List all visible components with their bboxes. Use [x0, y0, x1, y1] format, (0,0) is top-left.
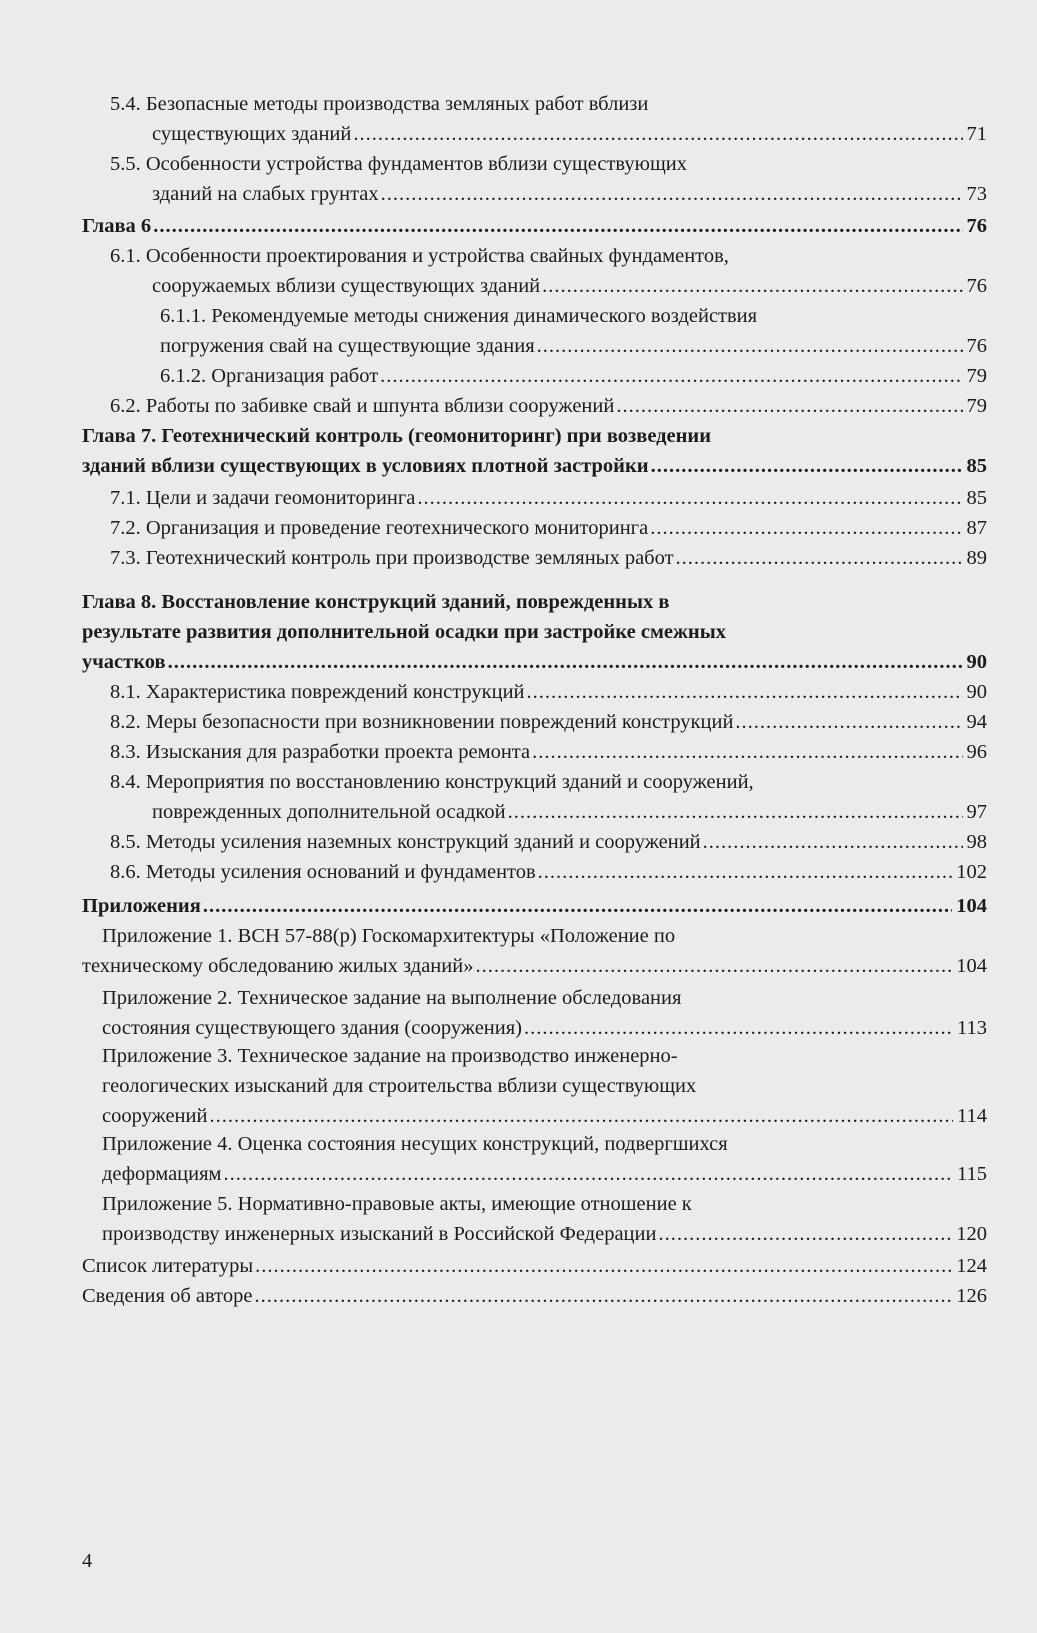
- dot-leader: [532, 736, 962, 768]
- toc-entry: [152, 178, 987, 210]
- page-number: 4: [82, 1550, 93, 1572]
- toc-entry: [160, 330, 987, 362]
- dot-leader: [676, 542, 963, 574]
- toc-entry: [82, 450, 987, 482]
- toc-entry-title: сооружаемых вблизи существующих зданий: [152, 275, 541, 297]
- toc-entry-title: 8.6. Методы усиления оснований и фундаментов: [110, 861, 536, 883]
- dot-leader: [475, 950, 952, 982]
- toc-entry-line: геологических изысканий для строительства вблизи существующих: [102, 1075, 697, 1097]
- toc-entry-line: Приложение 3. Техническое задание на производство инженерно-: [102, 1045, 678, 1067]
- toc-entry-line: результате развития дополнительной осадки при застройке смежных: [82, 621, 726, 643]
- toc-page-number: 73: [966, 183, 987, 205]
- toc-entry-line: 5.5. Особенности устройства фундаментов вблизи существующих: [110, 153, 687, 175]
- toc-entry: [110, 736, 987, 768]
- toc-entry-title: зданий на слабых грунтах: [152, 183, 379, 205]
- toc-entry-title: поврежденных дополнительной осадкой: [152, 801, 506, 823]
- toc-page-number: 79: [966, 395, 987, 417]
- toc-entry: [110, 676, 987, 708]
- toc-entry-line: 6.1. Особенности проектирования и устройства свайных фундаментов,: [110, 245, 729, 267]
- dot-leader: [616, 390, 962, 422]
- toc-page-number: 87: [966, 517, 987, 539]
- dot-leader: [353, 118, 962, 150]
- dot-leader: [203, 890, 952, 922]
- toc-entry: [82, 950, 987, 982]
- toc-entry-title: 7.2. Организация и проведение геотехнического мониторинга: [110, 517, 649, 539]
- toc-page-number: 124: [956, 1255, 987, 1277]
- toc-entry: [82, 1250, 987, 1282]
- toc-entry: [152, 270, 987, 302]
- toc-entry: [82, 890, 987, 922]
- toc-entry: [82, 210, 987, 242]
- toc-entry-title: 8.1. Характеристика повреждений конструкций: [110, 681, 525, 703]
- toc-entry-title: Список литературы: [82, 1255, 254, 1277]
- toc-entry-title: погружения свай на существующие здания: [160, 335, 535, 357]
- toc-page-number: 126: [956, 1285, 987, 1307]
- toc-entry: [110, 706, 987, 738]
- dot-leader: [703, 826, 963, 858]
- toc-entry: [110, 482, 987, 514]
- toc-entry-line: 6.1.1. Рекомендуемые методы снижения динамического воздействия: [160, 305, 758, 327]
- dot-leader: [527, 676, 963, 708]
- toc-entry: [152, 796, 987, 828]
- toc-entry-title: 6.1.2. Организация работ: [160, 365, 379, 387]
- dot-leader: [224, 1158, 953, 1190]
- toc-entry: [82, 1280, 987, 1312]
- toc-page-number: 76: [966, 215, 987, 237]
- toc-entry-line: Приложение 5. Нормативно-правовые акты, имеющие отношение к: [102, 1193, 692, 1215]
- toc-entry-title: существующих зданий: [152, 123, 352, 145]
- toc-page-number: 85: [966, 455, 987, 477]
- toc-entry: [110, 390, 987, 422]
- dot-leader: [417, 482, 962, 514]
- toc-entry-title: состояния существующего здания (сооружения): [102, 1017, 522, 1039]
- toc-entry-title: участков: [82, 651, 166, 673]
- toc-entry-title: 8.2. Меры безопасности при возникновении повреждений конструкций: [110, 711, 734, 733]
- toc-entry-title: 8.3. Изыскания для разработки проекта ремонта: [110, 741, 531, 763]
- toc-entry: [152, 118, 987, 150]
- dot-leader: [542, 270, 962, 302]
- dot-leader: [380, 360, 962, 392]
- toc-page-number: 104: [956, 895, 987, 917]
- dot-leader: [255, 1250, 952, 1282]
- toc-entry: [82, 646, 987, 678]
- toc-page-number: 90: [966, 651, 987, 673]
- toc-entry: [102, 1158, 987, 1190]
- toc-page-number: 71: [966, 123, 987, 145]
- toc-page-number: 76: [966, 275, 987, 297]
- dot-leader: [153, 210, 962, 242]
- toc-entry-title: деформациям: [102, 1163, 222, 1185]
- dot-leader: [381, 178, 963, 210]
- toc-entry: [102, 1218, 987, 1250]
- toc-page-number: 96: [966, 741, 987, 763]
- toc-page-number: 94: [966, 711, 987, 733]
- toc-page-number: 85: [966, 487, 987, 509]
- dot-leader: [168, 646, 963, 678]
- toc-entry-line: Приложение 2. Техническое задание на выполнение обследования: [102, 987, 682, 1009]
- toc-entry-title: 8.5. Методы усиления наземных конструкций зданий и сооружений: [110, 831, 701, 853]
- toc-entry-line: Приложение 4. Оценка состояния несущих конструкций, подвергшихся: [102, 1133, 728, 1155]
- toc-page-number: 89: [966, 547, 987, 569]
- toc-entry-title: Сведения об авторе: [82, 1285, 253, 1307]
- toc-page-number: 98: [966, 831, 987, 853]
- toc-entry-title: 7.1. Цели и задачи геомониторинга: [110, 487, 416, 509]
- toc-page-number: 115: [957, 1163, 987, 1185]
- toc-entry: [160, 360, 987, 392]
- toc-entry-line: Глава 8. Восстановление конструкций зданий, поврежденных в: [82, 591, 670, 613]
- toc-entry-title: Приложения: [82, 895, 201, 917]
- toc-page-number: 76: [966, 335, 987, 357]
- toc-entry: [110, 826, 987, 858]
- toc-page-number: 120: [956, 1223, 987, 1245]
- toc-entry-title: сооружений: [102, 1105, 208, 1127]
- toc-entry-title: 7.3. Геотехнический контроль при производстве земляных работ: [110, 547, 674, 569]
- dot-leader: [658, 1218, 952, 1250]
- toc-entry-line: 5.4. Безопасные методы производства земляных работ вблизи: [110, 93, 649, 115]
- toc-page-number: 104: [956, 955, 987, 977]
- toc-page-number: 79: [966, 365, 987, 387]
- toc-entry-line: 8.4. Мероприятия по восстановлению конструкций зданий и сооружений,: [110, 771, 754, 793]
- toc-page-number: 113: [957, 1017, 987, 1039]
- toc-entry: [110, 856, 987, 888]
- dot-leader: [508, 796, 963, 828]
- toc-page-number: 102: [956, 861, 987, 883]
- dot-leader: [254, 1280, 952, 1312]
- toc-page-number: 90: [966, 681, 987, 703]
- toc-entry-line: Приложение 1. ВСН 57-88(р) Госкомархитектуры «Положение по: [102, 925, 676, 947]
- toc-entry-title: 6.2. Работы по забивке свай и шпунта вблизи сооружений: [110, 395, 615, 417]
- toc-entry-title: производству инженерных изысканий в Российской Федерации: [102, 1223, 657, 1245]
- dot-leader: [651, 450, 963, 482]
- dot-leader: [537, 330, 963, 362]
- toc-entry-title: техническому обследованию жилых зданий»: [82, 955, 474, 977]
- dot-leader: [650, 512, 962, 544]
- dot-leader: [538, 856, 953, 888]
- toc-page-number: 97: [966, 801, 987, 823]
- toc-page-number: 114: [957, 1105, 987, 1127]
- toc-entry-line: Глава 7. Геотехнический контроль (геомониторинг) при возведении: [82, 425, 712, 447]
- toc-entry: [110, 542, 987, 574]
- toc-entry-title: зданий вблизи существующих в условиях плотной застройки: [82, 455, 649, 477]
- toc-entry: [110, 512, 987, 544]
- toc-entry-title: Глава 6: [82, 215, 152, 237]
- dot-leader: [735, 706, 962, 738]
